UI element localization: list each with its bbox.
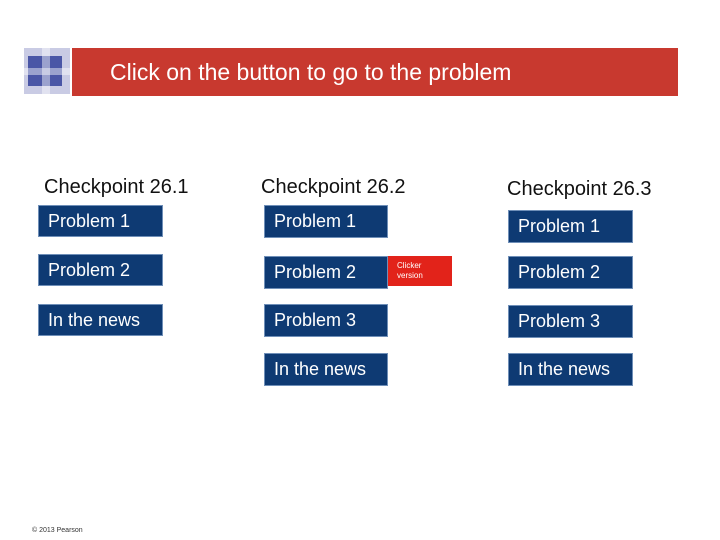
cp26-1-problem-2-button[interactable]: Problem 2 [38,254,163,286]
cp26-3-problem-2-button[interactable]: Problem 2 [508,256,633,289]
page-title-text: Click on the button to go to the problem [110,58,512,85]
cp26-2-problem-3-button[interactable]: Problem 3 [264,304,388,337]
clicker-label-line1: Clicker [397,261,422,270]
clicker-label-line2: version [397,271,423,280]
cp26-3-in-the-news-button[interactable]: In the news [508,353,633,386]
clicker-version-button[interactable] [388,256,452,286]
cp26-1-problem-1-button[interactable]: Problem 1 [38,205,163,237]
cp26-1-in-the-news-button[interactable]: In the news [38,304,163,336]
cp26-2-problem-1-button[interactable]: Problem 1 [264,205,388,238]
page-title [72,48,678,96]
cp26-3-problem-1-button[interactable]: Problem 1 [508,210,633,243]
checkpoint-26-1-heading: Checkpoint 26.1 [44,176,189,198]
copyright-text: © 2013 Pearson [32,527,83,534]
checkpoint-26-3-heading: Checkpoint 26.3 [507,178,652,200]
cp26-3-problem-3-button[interactable]: Problem 3 [508,305,633,338]
cp26-2-in-the-news-button[interactable]: In the news [264,353,388,386]
checkpoint-26-2-heading: Checkpoint 26.2 [261,176,406,198]
logo-squares-icon [22,46,74,96]
cp26-2-problem-2-button[interactable]: Problem 2 [264,256,388,289]
